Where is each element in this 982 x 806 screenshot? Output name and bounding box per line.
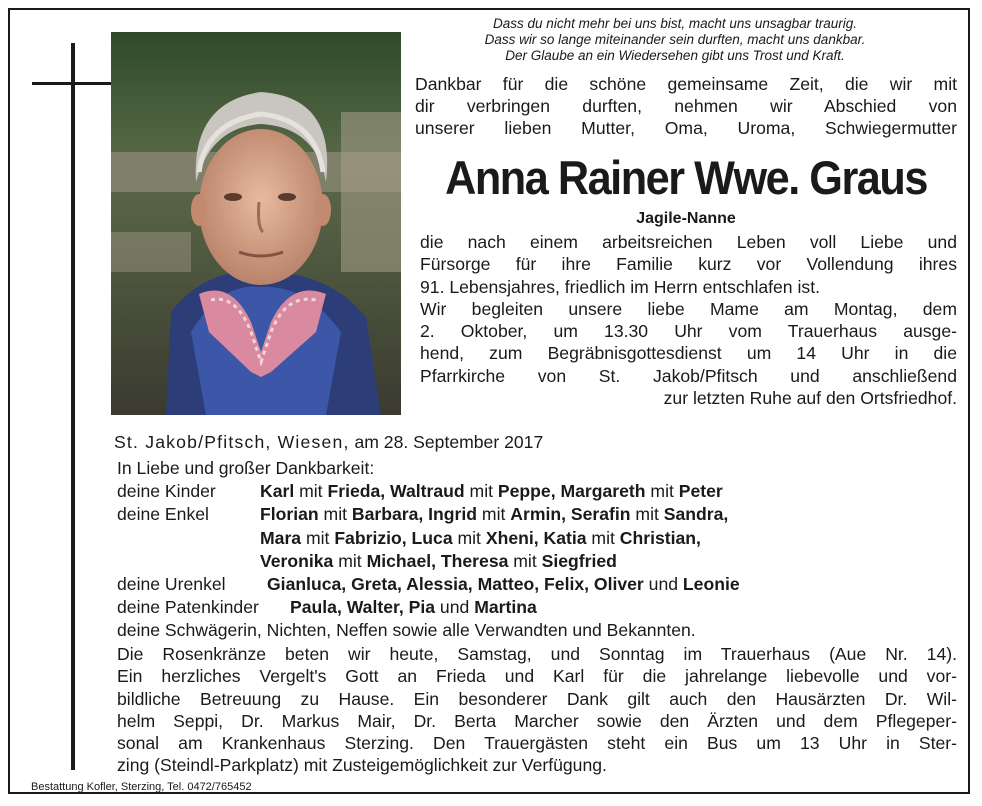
person-name: Barbara, Ingrid <box>351 504 478 525</box>
announcement-line: zur letzten Ruhe auf den Ortsfriedhof. <box>663 388 957 409</box>
announcement-line: Pfarrkirche von St. Jakob/Pfitsch und anschließend <box>420 365 957 386</box>
intro-line: dir verbringen durften, nehmen wir Abschied von <box>415 96 957 116</box>
announcement-line: 2. Oktober, um 13.30 Uhr vom Trauerhaus ausge- <box>420 321 957 342</box>
intro-line: Dankbar für die schöne gemeinsame Zeit, die wir mit <box>415 74 957 94</box>
closing-line: Ein herzliches Vergelt's Gott an Frieda und Karl für die jahrelange liebevolle und vor- <box>117 666 957 687</box>
grandchildren-names <box>260 550 617 573</box>
portrait-photo <box>111 32 401 415</box>
closing-line: bildliche Betreuung zu Hause. Ein besonderer Dank gilt auch den Hausärzten Dr. Wil- <box>117 688 957 709</box>
deceased-name: Anna Rainer Wwe. Graus <box>445 151 927 204</box>
announcement-line: 91. Lebensjahres, friedlich im Herrn entschlafen ist. <box>420 276 820 297</box>
name-joiner: mit <box>452 527 486 548</box>
intro-line: unserer lieben Mutter, Oma, Uroma, Schwiegermutter <box>415 118 957 138</box>
person-name: Paula, Walter, Pia <box>290 597 436 618</box>
date: am 28. September 2017 <box>354 432 544 452</box>
intro-text <box>415 73 957 139</box>
verse-line: Dass du nicht mehr bei uns bist, macht uns unsagbar traurig. <box>493 16 857 31</box>
announcement-line: die nach einem arbeitsreichen Leben voll Liebe und <box>420 232 957 252</box>
children-label: deine Kinder <box>117 481 216 502</box>
person-name: Florian <box>260 504 319 525</box>
name-joiner: mit <box>630 504 664 525</box>
name-joiner: mit <box>301 527 335 548</box>
person-name: Xheni, Katia <box>485 527 587 548</box>
name-joiner: mit <box>645 481 679 502</box>
name-joiner: mit <box>333 550 367 571</box>
grandchildren-names <box>260 503 728 526</box>
closing-line: zing (Steindl-Parkplatz) mit Zusteigemöglichkeit zur Verfügung. <box>117 755 607 776</box>
person-name: Gianluca, Greta, Alessia, Matteo, Felix, Oliver <box>267 573 644 594</box>
closing-line: Die Rosenkränze beten wir heute, Samstag, und Sonntag im Trauerhaus (Aue Nr. 14). <box>117 644 957 664</box>
grandchildren-row <box>117 550 957 573</box>
family-list <box>117 457 957 643</box>
person-name: Karl <box>260 481 295 502</box>
great-grandchildren-label: deine Urenkel <box>117 573 226 594</box>
name-joiner: mit <box>508 550 542 571</box>
name-joiner: mit <box>477 504 511 525</box>
person-name: Peppe, Margareth <box>497 481 646 502</box>
others-text: deine Schwägerin, Nichten, Neffen sowie alle Verwandten und Bekannten. <box>117 620 696 641</box>
godchildren-row <box>117 596 957 619</box>
person-name: Veronika <box>260 550 334 571</box>
name-joiner: mit <box>318 504 352 525</box>
grandchildren-row <box>117 527 957 550</box>
grandchildren-names <box>260 527 701 550</box>
obituary-notice <box>8 8 970 794</box>
person-name: Peter <box>678 481 723 502</box>
verse-line: Dass wir so lange miteinander sein durften, macht uns dankbar. <box>484 32 866 47</box>
cross-icon-bar <box>32 82 114 85</box>
closing-text <box>117 643 957 777</box>
announcement-text <box>420 231 957 409</box>
deceased-nickname: Jagile-Nanne <box>636 210 736 227</box>
grandchildren-row <box>117 503 957 526</box>
place: St. Jakob/Pfitsch, Wiesen, <box>114 432 350 452</box>
children-row <box>117 480 957 503</box>
person-name: Armin, Serafin <box>510 504 631 525</box>
family-opening <box>117 457 957 480</box>
great-grandchildren-row <box>117 573 957 596</box>
person-name: Martina <box>474 597 537 618</box>
name-joiner: und <box>643 573 683 594</box>
godchildren-label: deine Patenkinder <box>117 597 259 618</box>
verse <box>415 16 935 64</box>
family-opening-text: In Liebe und großer Dankbarkeit: <box>117 458 375 478</box>
announcement-line: hend, zum Begräbnisgottesdienst um 14 Uhr in die <box>420 343 957 364</box>
grandchildren-label: deine Enkel <box>117 504 209 525</box>
others-row <box>117 619 957 642</box>
person-name: Michael, Theresa <box>366 550 509 571</box>
person-name: Sandra, <box>663 504 729 525</box>
funeral-home-footer: Bestattung Kofler, Sterzing, Tel. 0472/765452 <box>31 781 252 793</box>
name-joiner: mit <box>464 481 498 502</box>
person-name: Christian, <box>619 527 701 548</box>
person-name: Leonie <box>682 573 740 594</box>
closing-line: sonal am Krankenhaus Sterzing. Den Trauergästen steht ein Bus um 13 Uhr in Ster- <box>117 733 957 754</box>
announcement-line: Wir begleiten unsere liebe Mame am Montag, dem <box>420 298 957 319</box>
place-date <box>114 431 543 453</box>
verse-line: Der Glaube an ein Wiedersehen gibt uns Trost und Kraft. <box>505 48 845 63</box>
godchildren-names <box>290 596 537 619</box>
great-grandchildren-names <box>267 573 740 596</box>
name-joiner: mit <box>294 481 328 502</box>
person-name: Siegfried <box>541 550 617 571</box>
person-name: Fabrizio, Luca <box>334 527 453 548</box>
closing-line: helm Seppi, Dr. Markus Mair, Dr. Berta Marcher sowie den Ärzten und dem Pflegeper- <box>117 710 957 731</box>
name-joiner: mit <box>586 527 620 548</box>
children-names <box>260 480 723 503</box>
person-name: Mara <box>260 527 302 548</box>
name-joiner: und <box>435 597 475 618</box>
person-name: Frieda, Waltraud <box>327 481 465 502</box>
announcement-line: Fürsorge für ihre Familie kurz vor Vollendung ihres <box>420 254 957 275</box>
cross-icon <box>71 43 75 770</box>
